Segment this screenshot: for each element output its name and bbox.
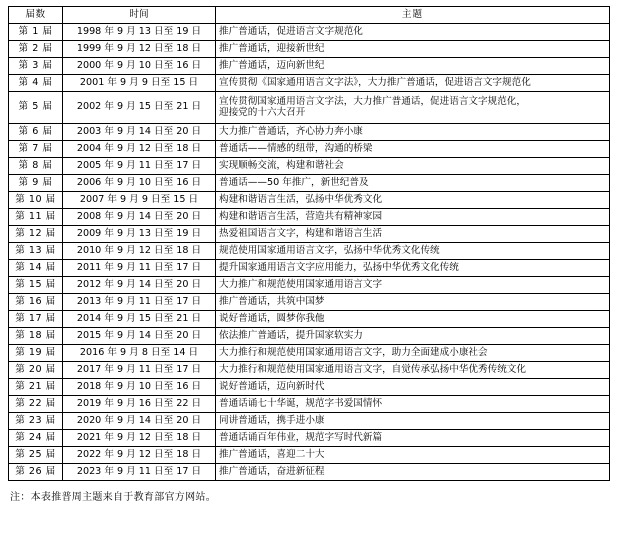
cell-date-range: 2021 年 9 月 12 日至 18 日 bbox=[63, 429, 216, 446]
cell-date-range: 2000 年 9 月 10 日至 16 日 bbox=[63, 57, 216, 74]
cell-session-no: 第 24 届 bbox=[9, 429, 63, 446]
cell-date-range: 2017 年 9 月 11 日至 17 日 bbox=[63, 361, 216, 378]
cell-date-range: 2014 年 9 月 15 日至 21 日 bbox=[63, 310, 216, 327]
table-note: 注：本表推普周主题来自于教育部官方网站。 bbox=[10, 491, 216, 503]
cell-theme bbox=[216, 23, 610, 40]
cell-session-no: 第 1 届 bbox=[9, 23, 63, 40]
cell-date-range: 2020 年 9 月 14 日至 20 日 bbox=[63, 412, 216, 429]
table-row bbox=[9, 208, 610, 225]
cell-date-range: 2018 年 9 月 10 日至 16 日 bbox=[63, 378, 216, 395]
table-header bbox=[9, 7, 610, 24]
cell-theme bbox=[216, 123, 610, 140]
cell-session-no: 第 21 届 bbox=[9, 378, 63, 395]
cell-session-no: 第 19 届 bbox=[9, 344, 63, 361]
cell-session-no: 第 26 届 bbox=[9, 463, 63, 480]
cell-session-no: 第 13 届 bbox=[9, 242, 63, 259]
cell-session-no: 第 14 届 bbox=[9, 259, 63, 276]
cell-theme bbox=[216, 191, 610, 208]
cell-date-range: 2005 年 9 月 11 日至 17 日 bbox=[63, 157, 216, 174]
table-row bbox=[9, 140, 610, 157]
table-row bbox=[9, 191, 610, 208]
table-row bbox=[9, 91, 610, 123]
table-row bbox=[9, 412, 610, 429]
theme-line: 宣传贯彻国家通用语言文字法，大力推广普通话，促进语言文字规范化， bbox=[219, 95, 526, 107]
cell-date-range: 2023 年 9 月 11 日至 17 日 bbox=[63, 463, 216, 480]
cell-date-range: 2008 年 9 月 14 日至 20 日 bbox=[63, 208, 216, 225]
cell-session-no: 第 9 届 bbox=[9, 174, 63, 191]
cell-theme bbox=[216, 412, 610, 429]
theme-line: 普通话——情感的纽带，沟通的桥梁 bbox=[219, 142, 373, 154]
table-row bbox=[9, 123, 610, 140]
cell-session-no: 第 16 届 bbox=[9, 293, 63, 310]
table-row bbox=[9, 74, 610, 91]
cell-session-no: 第 25 届 bbox=[9, 446, 63, 463]
cell-theme bbox=[216, 361, 610, 378]
cell-theme bbox=[216, 293, 610, 310]
cell-date-range: 2009 年 9 月 13 日至 19 日 bbox=[63, 225, 216, 242]
cell-session-no: 第 10 届 bbox=[9, 191, 63, 208]
table-row bbox=[9, 463, 610, 480]
cell-theme bbox=[216, 276, 610, 293]
cell-session-no: 第 3 届 bbox=[9, 57, 63, 74]
cell-theme bbox=[216, 242, 610, 259]
theme-line: 大力推行和规范使用国家通用语言文字，自觉传承弘扬中华优秀传统文化 bbox=[219, 363, 526, 375]
cell-theme bbox=[216, 395, 610, 412]
cell-theme bbox=[216, 57, 610, 74]
cell-date-range: 2003 年 9 月 14 日至 20 日 bbox=[63, 123, 216, 140]
table-row bbox=[9, 276, 610, 293]
cell-theme bbox=[216, 429, 610, 446]
cell-date-range: 2006 年 9 月 10 日至 16 日 bbox=[63, 174, 216, 191]
cell-session-no: 第 23 届 bbox=[9, 412, 63, 429]
table-row bbox=[9, 225, 610, 242]
cell-theme bbox=[216, 74, 610, 91]
cell-theme bbox=[216, 140, 610, 157]
theme-line: 普通话——50 年推广，新世纪普及 bbox=[219, 176, 369, 188]
cell-date-range: 2015 年 9 月 14 日至 20 日 bbox=[63, 327, 216, 344]
cell-theme bbox=[216, 225, 610, 242]
theme-line: 推广普通话，奋进新征程 bbox=[219, 465, 325, 477]
cell-session-no: 第 2 届 bbox=[9, 40, 63, 57]
table-row bbox=[9, 23, 610, 40]
table-row bbox=[9, 157, 610, 174]
table-row bbox=[9, 344, 610, 361]
cell-date-range: 2007 年 9 月 9 日至 15 日 bbox=[63, 191, 216, 208]
cell-date-range: 1999 年 9 月 12 日至 18 日 bbox=[63, 40, 216, 57]
column-header-time: 时间 bbox=[63, 7, 216, 24]
theme-line: 依法推广普通话，提升国家软实力 bbox=[219, 329, 363, 341]
cell-session-no: 第 17 届 bbox=[9, 310, 63, 327]
cell-theme bbox=[216, 446, 610, 463]
cell-session-no: 第 4 届 bbox=[9, 74, 63, 91]
table-row bbox=[9, 429, 610, 446]
cell-session-no: 第 20 届 bbox=[9, 361, 63, 378]
table-body bbox=[9, 23, 610, 480]
theme-line: 实现顺畅交流，构建和谐社会 bbox=[219, 159, 344, 171]
table-row bbox=[9, 242, 610, 259]
theme-line: 同讲普通话，携手进小康 bbox=[219, 414, 325, 426]
cell-date-range: 2011 年 9 月 11 日至 17 日 bbox=[63, 259, 216, 276]
theme-line: 说好普通话，迈向新时代 bbox=[219, 380, 325, 392]
cell-session-no: 第 5 届 bbox=[9, 91, 63, 123]
table-row bbox=[9, 57, 610, 74]
theme-line: 热爱祖国语言文字，构建和谐语言生活 bbox=[219, 227, 383, 239]
cell-theme bbox=[216, 378, 610, 395]
theme-line: 说好普通话，圆梦你我他 bbox=[219, 312, 325, 324]
cell-session-no: 第 11 届 bbox=[9, 208, 63, 225]
theme-line: 构建和谐语言生活，营造共有精神家园 bbox=[219, 210, 383, 222]
theme-line: 构建和谐语言生活，弘扬中华优秀文化 bbox=[219, 193, 383, 205]
theme-line: 推广普通话，喜迎二十大 bbox=[219, 448, 325, 460]
theme-line: 普通话诵百年伟业，规范字写时代新篇 bbox=[219, 431, 383, 443]
cell-date-range: 2002 年 9 月 15 日至 21 日 bbox=[63, 91, 216, 123]
cell-date-range: 2004 年 9 月 12 日至 18 日 bbox=[63, 140, 216, 157]
theme-line: 大力推广普通话，齐心协力奔小康 bbox=[219, 125, 363, 137]
table-row bbox=[9, 310, 610, 327]
cell-theme bbox=[216, 344, 610, 361]
cell-date-range: 2022 年 9 月 12 日至 18 日 bbox=[63, 446, 216, 463]
column-header-theme: 主题 bbox=[216, 7, 610, 24]
cell-date-range: 2001 年 9 月 9 日至 15 日 bbox=[63, 74, 216, 91]
cell-session-no: 第 22 届 bbox=[9, 395, 63, 412]
table-row bbox=[9, 40, 610, 57]
cell-theme bbox=[216, 157, 610, 174]
cell-date-range: 2012 年 9 月 14 日至 20 日 bbox=[63, 276, 216, 293]
theme-line: 推广普通话，共筑中国梦 bbox=[219, 295, 325, 307]
theme-line: 推广普通话，促进语言文字规范化 bbox=[219, 25, 363, 37]
cell-date-range: 2019 年 9 月 16 日至 22 日 bbox=[63, 395, 216, 412]
column-header-no: 届数 bbox=[9, 7, 63, 24]
cell-theme bbox=[216, 91, 610, 123]
table-row bbox=[9, 259, 610, 276]
table-row bbox=[9, 446, 610, 463]
cell-date-range: 2016 年 9 月 8 日至 14 日 bbox=[63, 344, 216, 361]
putonghua-week-table bbox=[8, 6, 610, 481]
theme-line: 推广普通话，迈向新世纪 bbox=[219, 59, 325, 71]
cell-theme bbox=[216, 310, 610, 327]
table-row bbox=[9, 378, 610, 395]
theme-line: 大力推行和规范使用国家通用语言文字，助力全面建成小康社会 bbox=[219, 346, 488, 358]
cell-session-no: 第 6 届 bbox=[9, 123, 63, 140]
cell-date-range: 2010 年 9 月 12 日至 18 日 bbox=[63, 242, 216, 259]
table-row bbox=[9, 293, 610, 310]
cell-theme bbox=[216, 174, 610, 191]
cell-theme bbox=[216, 463, 610, 480]
cell-session-no: 第 15 届 bbox=[9, 276, 63, 293]
table-row bbox=[9, 327, 610, 344]
table-row bbox=[9, 174, 610, 191]
theme-line: 普通话诵七十华诞，规范字书爱国情怀 bbox=[219, 397, 383, 409]
theme-line: 推广普通话，迎接新世纪 bbox=[219, 42, 325, 54]
cell-date-range: 2013 年 9 月 11 日至 17 日 bbox=[63, 293, 216, 310]
cell-session-no: 第 18 届 bbox=[9, 327, 63, 344]
theme-line: 规范使用国家通用语言文字，弘扬中华优秀文化传统 bbox=[219, 244, 440, 256]
cell-theme bbox=[216, 259, 610, 276]
theme-line: 宣传贯彻《国家通用语言文字法》，大力推广普通话，促进语言文字规范化 bbox=[219, 76, 531, 88]
theme-line: 提升国家通用语言文字应用能力，弘扬中华优秀文化传统 bbox=[219, 261, 459, 273]
theme-line: 迎接党的十六大召开 bbox=[219, 107, 306, 119]
cell-session-no: 第 7 届 bbox=[9, 140, 63, 157]
cell-session-no: 第 8 届 bbox=[9, 157, 63, 174]
cell-theme bbox=[216, 40, 610, 57]
cell-theme bbox=[216, 327, 610, 344]
theme-line: 大力推广和规范使用国家通用语言文字 bbox=[219, 278, 383, 290]
cell-date-range: 1998 年 9 月 13 日至 19 日 bbox=[63, 23, 216, 40]
cell-theme bbox=[216, 208, 610, 225]
cell-session-no: 第 12 届 bbox=[9, 225, 63, 242]
table-row bbox=[9, 361, 610, 378]
table-header-row bbox=[9, 7, 610, 24]
table-row bbox=[9, 395, 610, 412]
